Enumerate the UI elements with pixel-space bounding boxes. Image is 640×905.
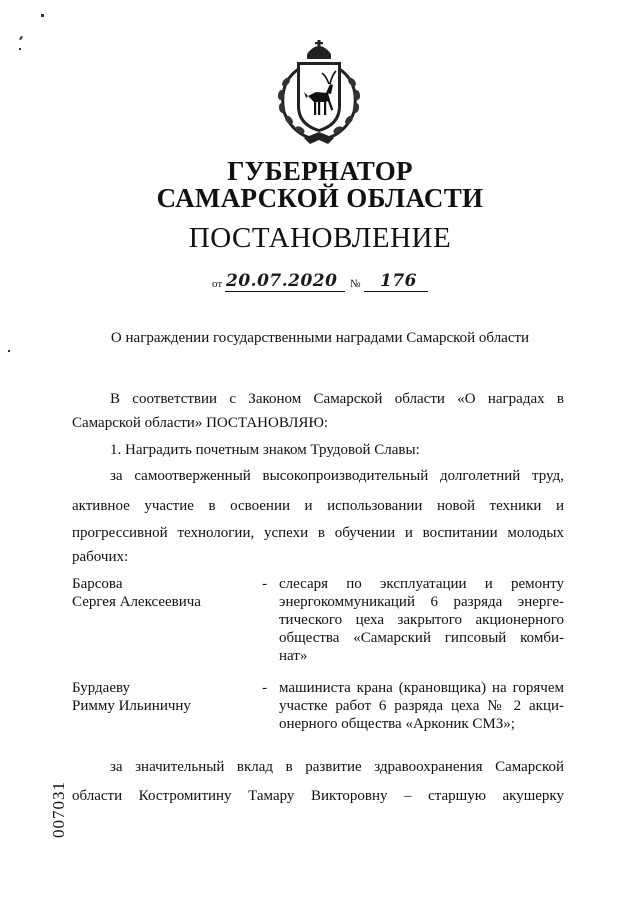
issuer-title-line1: ГУБЕРНАТОР bbox=[227, 156, 413, 186]
handwritten-number: 176 bbox=[380, 271, 417, 291]
date-underline bbox=[225, 291, 345, 292]
awardee2-position-line1: машиниста крана (крановщика) на горячем bbox=[279, 680, 564, 696]
awardee1-position-line4: общества «Самарский гипсовый комби- bbox=[279, 630, 564, 646]
samara-coat-of-arms-icon bbox=[270, 40, 368, 146]
number-underline bbox=[364, 291, 428, 292]
date-number-line bbox=[212, 270, 442, 294]
serial-text: 007031 bbox=[49, 781, 68, 838]
number-prefix: № bbox=[350, 278, 361, 290]
margin-serial-number bbox=[44, 760, 74, 840]
scan-speck bbox=[19, 36, 23, 40]
scan-speck bbox=[41, 14, 44, 17]
scan-speck bbox=[19, 48, 21, 50]
handwritten-date: 20.07.2020 bbox=[226, 271, 338, 291]
document-type: ПОСТАНОВЛЕНИЕ bbox=[188, 222, 452, 254]
clause-1: 1. Наградить почетным знаком Трудовой Славы: bbox=[110, 442, 420, 458]
awardee1-position-line3: тического цеха закрытого акционерного bbox=[279, 612, 564, 628]
reason1-line1: за самоотверженный высокопроизводительный долголетний труд, bbox=[110, 468, 564, 484]
awardee2-surname: Бурдаеву bbox=[72, 680, 131, 696]
awardee2-position-line2: участке работ 6 разряда цеха № 2 акци- bbox=[279, 698, 564, 714]
awardee1-position-line2: энергокоммуникаций 6 разряда энерге- bbox=[279, 594, 564, 610]
reason1-line3: прогрессивной технологии, успехи в обучении и воспитании молодых bbox=[72, 525, 564, 541]
awardee2-dash: - bbox=[262, 680, 267, 696]
awardee2-position-line3: онерного общества «Арконик СМЗ»; bbox=[279, 716, 515, 732]
awardee1-dash: - bbox=[262, 576, 267, 592]
issuer-title-line2: САМАРСКОЙ ОБЛАСТИ bbox=[156, 183, 484, 213]
reason2-line2: области Костромитину Тамару Викторовну – старшую акушерку bbox=[72, 788, 564, 804]
awardee2-given-names: Римму Ильиничну bbox=[72, 698, 191, 714]
preamble-line1: В соответствии с Законом Самарской области «О наградах в bbox=[110, 391, 564, 407]
preamble-line2: Самарской области» ПОСТАНОВЛЯЮ: bbox=[72, 415, 329, 431]
reason1-line4: рабочих: bbox=[72, 549, 129, 565]
reason2-line1: за значительный вклад в развитие здравоохранения Самарской bbox=[110, 759, 564, 775]
scan-speck bbox=[8, 350, 10, 352]
awardee1-surname: Барсова bbox=[72, 576, 123, 592]
awardee1-position-line1: слесаря по эксплуатации и ремонту bbox=[279, 576, 564, 592]
awardee1-position-line5: нат» bbox=[279, 648, 308, 664]
awardee1-given-names: Сергея Алексеевича bbox=[72, 594, 201, 610]
reason1-line2: активное участие в освоении и использовании новой техники и bbox=[72, 498, 564, 514]
date-prefix: от bbox=[212, 278, 223, 290]
document-subject: О награждении государственными наградами Самарской области bbox=[110, 330, 530, 346]
